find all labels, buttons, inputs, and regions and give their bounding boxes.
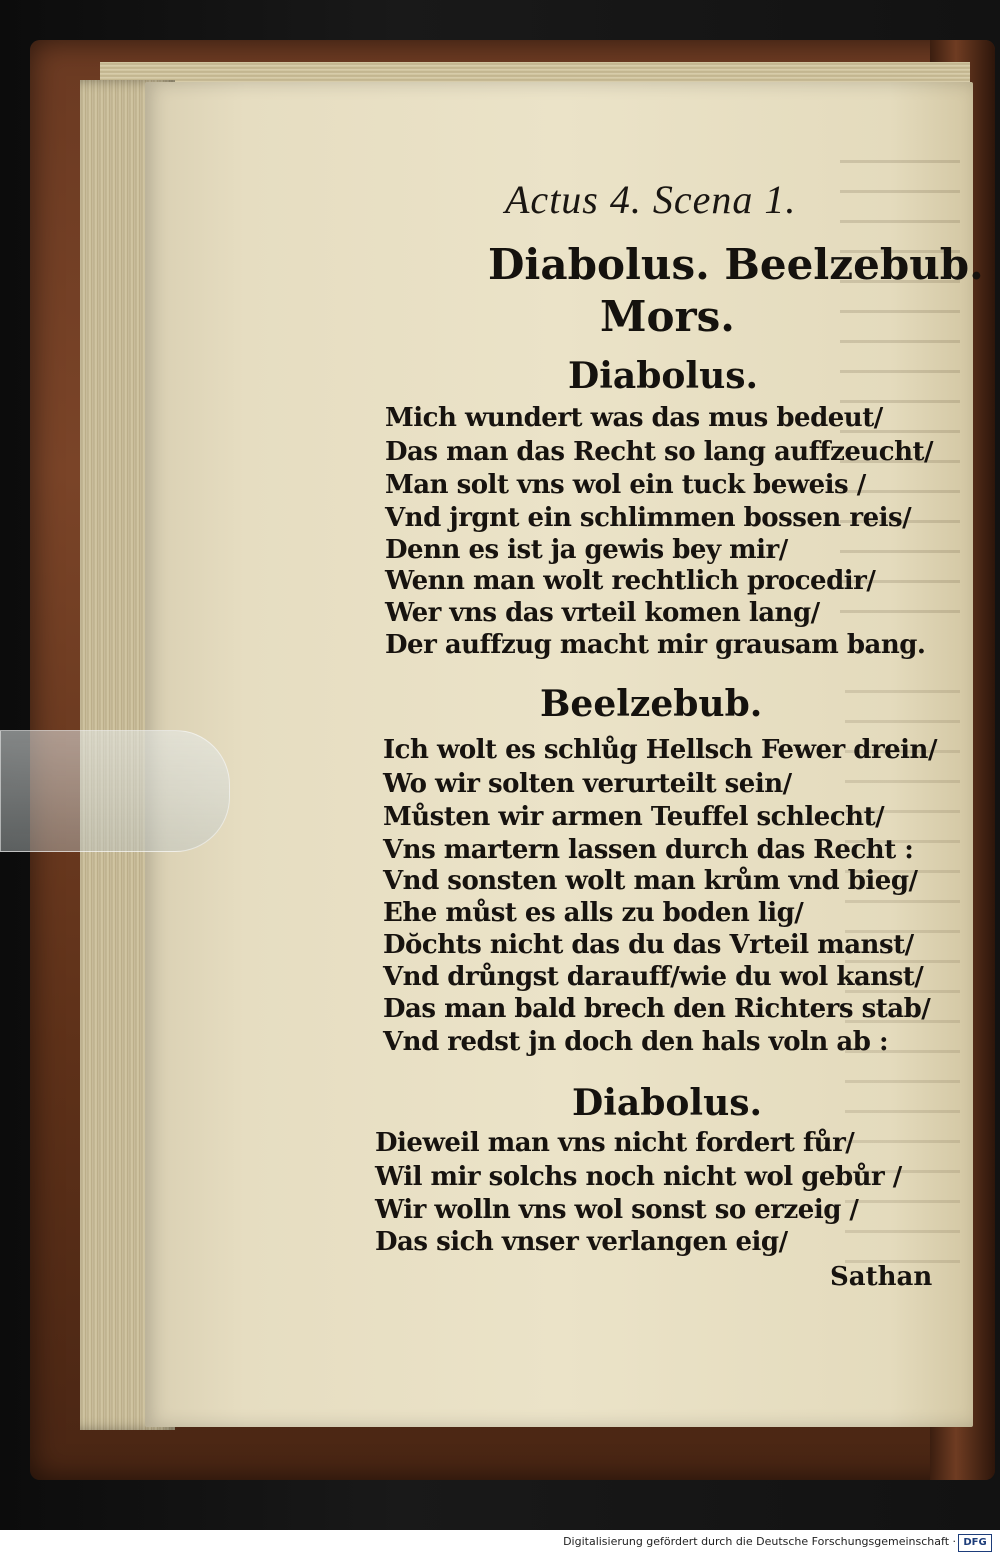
verse-line: Das man das Recht so lang auffzeucht/	[385, 437, 934, 467]
verse-line: Das man bald brech den Richters stab/	[383, 994, 931, 1024]
speaker-name: Diabolus.	[572, 1082, 763, 1124]
verse-line: Můsten wir armen Teuffel schlecht/	[383, 802, 885, 832]
verse-line: Vnd sonsten wolt man krům vnd bieg/	[383, 866, 918, 896]
speaker-name: Diabolus.	[568, 355, 759, 397]
verse-line: Dŏchts nicht das du das Vrteil manst/	[383, 930, 914, 960]
verse-line: Vnd jrgnt ein schlimmen bossen reis/	[385, 503, 912, 533]
verse-line: Dieweil man vns nicht fordert fůr/	[375, 1128, 855, 1158]
verse-line: Das sich vnser verlangen eig/	[375, 1227, 788, 1257]
verse-line: Vnd redst jn doch den hals voln ab :	[383, 1027, 889, 1057]
verse-line: Vnd drůngst darauff/wie du wol kanst/	[383, 962, 924, 992]
verse-line: Ehe můst es alls zu boden lig/	[383, 898, 804, 928]
verse-line: Man solt vns wol ein tuck beweis /	[385, 470, 866, 500]
speaker-name: Beelzebub.	[540, 683, 763, 725]
verse-line: Wenn man wolt rechtlich procedir/	[385, 566, 876, 596]
verse-line: Wir wolln vns wol sonst so erzeig /	[375, 1195, 859, 1225]
verse-line: Mich wundert was das mus bedeut/	[385, 403, 883, 433]
footer-credit: Digitalisierung gefördert durch die Deutsche Forschungsgemeinschaft ·	[563, 1535, 956, 1548]
verse-line: Wo wir solten verurteilt sein/	[383, 769, 792, 799]
bleed-through	[840, 160, 960, 620]
catchword: Sathan	[830, 1262, 933, 1292]
act-scene-heading: Actus 4. Scena 1.	[505, 177, 797, 222]
verse-line: Denn es ist ja gewis bey mir/	[385, 535, 788, 565]
cast-line: Mors.	[600, 292, 735, 341]
cast-line: Diabolus. Beelzebub.	[488, 240, 984, 289]
verse-line: Wil mir solchs noch nicht wol gebůr /	[375, 1162, 902, 1192]
dfg-logo: DFG	[958, 1534, 992, 1552]
verse-line: Der auffzug macht mir grausam bang.	[385, 630, 926, 660]
verse-line: Ich wolt es schlůg Hellsch Fewer drein/	[383, 735, 937, 765]
verse-line: Wer vns das vrteil komen lang/	[385, 598, 820, 628]
page-clip	[0, 730, 230, 852]
footer-bar	[0, 1530, 1000, 1555]
verse-line: Vns martern lassen durch das Recht :	[383, 835, 914, 865]
